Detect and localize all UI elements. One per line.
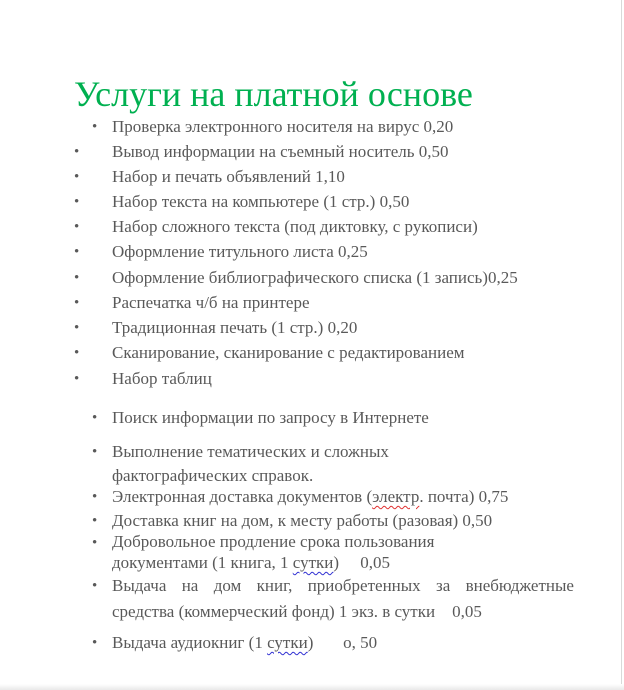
grammar-word: сутки xyxy=(267,633,308,652)
list-item-text: Электронная доставка документов ( xyxy=(112,487,373,506)
bullet-icon: • xyxy=(92,635,98,651)
bullet-icon: • xyxy=(92,578,98,594)
bullet-icon: • xyxy=(74,144,80,160)
list-item-line xyxy=(112,574,574,598)
bullet-icon: • xyxy=(74,345,80,361)
list-item xyxy=(112,574,574,624)
bullet-icon: • xyxy=(74,244,80,260)
list-item-line: Выполнение тематических и сложных xyxy=(112,442,389,461)
list-item: Набор таблиц xyxy=(112,369,212,388)
list-item-text: ) 0,05 xyxy=(333,553,391,572)
list-item: Доставка книг на дом, к месту работы (разовая) 0,50 xyxy=(112,511,493,530)
list-item-line: Добровольное продление срока пользования xyxy=(112,532,435,551)
list-item xyxy=(112,631,377,655)
bullet-icon: • xyxy=(92,119,98,135)
page-edge xyxy=(621,0,622,690)
list-item: Набор и печать объявлений 1,10 xyxy=(112,167,345,186)
bullet-icon: • xyxy=(92,513,98,529)
bullet-icon: • xyxy=(92,410,98,426)
bullet-icon: • xyxy=(92,444,98,460)
list-item: Оформление титульного листа 0,25 xyxy=(112,242,368,261)
bullet-icon: • xyxy=(74,295,80,311)
bullet-icon: • xyxy=(92,489,98,505)
list-item-text: . почта) 0,75 xyxy=(419,487,509,506)
word: Выдача xyxy=(112,576,167,595)
bullet-icon: • xyxy=(74,371,80,387)
list-item: Набор текста на компьютере (1 стр.) 0,50 xyxy=(112,192,410,211)
word: приобретенных xyxy=(307,576,421,595)
list-item: Вывод информации на съемный носитель 0,50 xyxy=(112,142,449,161)
word: за xyxy=(436,576,451,595)
list-item-line: фактографических справок. xyxy=(112,466,314,485)
word: внебюджетные xyxy=(465,576,574,595)
spellcheck-word: электр xyxy=(372,487,420,506)
list-item: Традиционная печать (1 стр.) 0,20 xyxy=(112,318,358,337)
word: книг, xyxy=(256,576,293,595)
page-bottom-shadow xyxy=(0,684,624,690)
bullet-icon: • xyxy=(74,270,80,286)
list-item: Оформление библиографического списка (1 запись)0,25 xyxy=(112,268,518,287)
page-title: Услуги на платной основе xyxy=(74,74,473,114)
list-item-line xyxy=(112,552,434,573)
bullet-icon: • xyxy=(74,320,80,336)
bullet-icon: • xyxy=(74,194,80,210)
word: дом xyxy=(213,576,242,595)
list-item-text: Выдача аудиокниг (1 xyxy=(112,633,268,652)
list-item-line: средства (коммерческий фонд) 1 экз. в сутки 0,05 xyxy=(112,602,482,621)
list-item: Набор сложного текста (под диктовку, с рукописи) xyxy=(112,217,478,236)
bullet-icon: • xyxy=(92,535,98,551)
list-item: Сканирование, сканирование с редактированием xyxy=(112,343,465,362)
word: на xyxy=(181,576,199,595)
list-item-text: ) о, 50 xyxy=(307,633,378,652)
grammar-word: сутки xyxy=(292,553,334,572)
bullet-icon: • xyxy=(74,219,80,235)
list-item: Распечатка ч/б на принтере xyxy=(112,293,310,312)
list-item: Проверка электронного носителя на вирус 0,20 xyxy=(112,117,454,136)
list-item xyxy=(112,531,434,573)
list-item xyxy=(112,440,389,488)
list-item xyxy=(112,485,508,509)
list-item-text: документами (1 книга, 1 xyxy=(112,553,293,572)
bullet-icon: • xyxy=(74,169,80,185)
list-item: Поиск информации по запросу в Интернете xyxy=(112,408,429,427)
